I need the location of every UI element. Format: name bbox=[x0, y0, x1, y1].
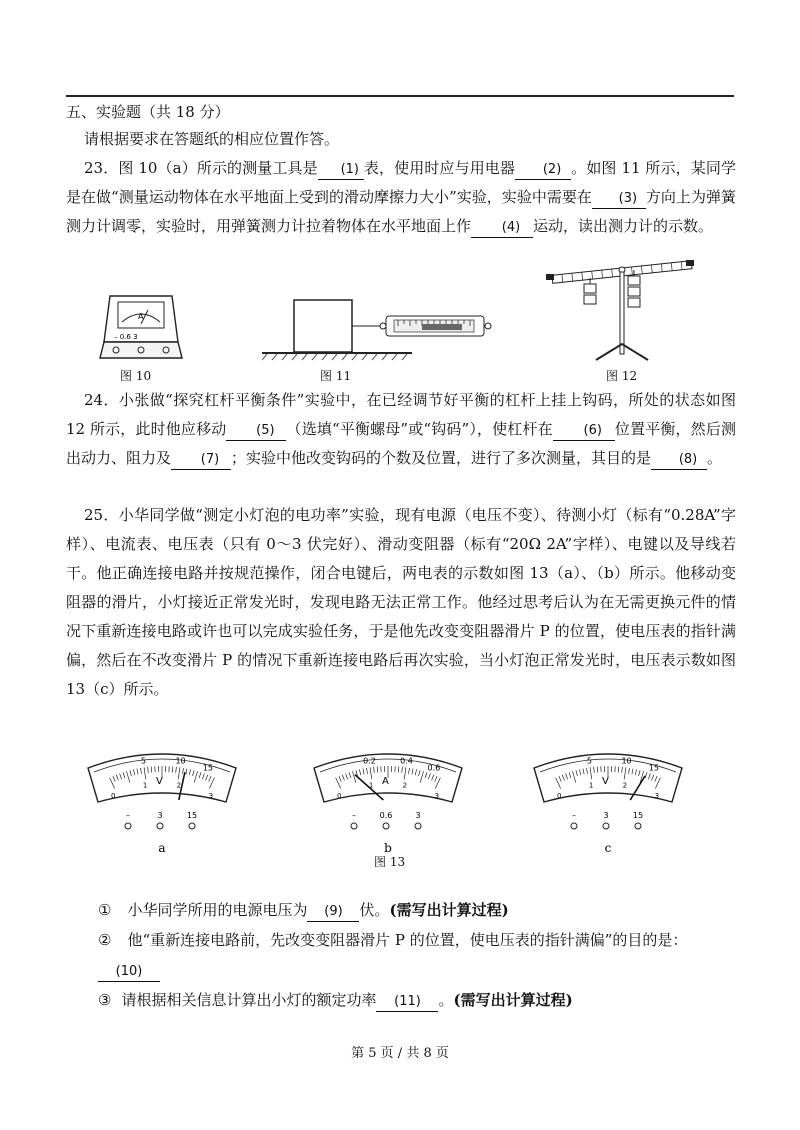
meter-letter: V bbox=[156, 776, 163, 787]
figure-12-caption: 图 12 bbox=[606, 369, 638, 383]
sub-question-2: ② 他“重新连接电路前，先改变变阻器滑片 P 的位置，使电压表的指针满偏”的目的是： bbox=[98, 931, 688, 949]
page-footer: 第 5 页 / 共 8 页 bbox=[351, 1046, 449, 1061]
blank-3[interactable]: (3) bbox=[592, 190, 646, 209]
meter-c bbox=[534, 754, 682, 855]
top-tick-label: 10 bbox=[175, 756, 186, 766]
bottom-tick-label: 0 bbox=[336, 792, 342, 801]
top-tick-label: 0.2 bbox=[363, 756, 376, 766]
bottom-tick-label: 1 bbox=[588, 781, 594, 790]
figure-12-lever bbox=[546, 248, 696, 364]
question-24: 24．小张做“探究杠杆平衡条件”实验中，在已经调节好平衡的杠杆上挂上钩码，所处的状态如图 12 所示，此时他应移动 (5) （选填“平衡螺母”或“钩码”），使杠杆在 (6) 位置平衡，然后测出动力、阻力及 (7) ；实验中他改变钩码的个数及位置，进行了多次测量，其目的是 (8) 。 bbox=[66, 386, 736, 473]
top-tick-label: 0.4 bbox=[400, 756, 413, 766]
bottom-tick-label: 0 bbox=[556, 792, 562, 801]
terminal-post bbox=[351, 823, 357, 829]
figure-13-meters bbox=[80, 740, 730, 860]
meter-b bbox=[314, 754, 462, 855]
header-rule bbox=[66, 95, 734, 97]
bottom-tick-label: 1 bbox=[368, 781, 374, 790]
question-25: 25．小华同学做“测定小灯泡的电功率”实验，现有电源（电压不变）、待测小灯（标有“0.28A”字样）、电流表、电压表（只有 0～3 伏完好）、滑动变阻器（标有“20Ω 2A”字样）、电键以及导线若干。他正确连接电路并按规范操作，闭合电键后，两电表的示数如图 13（a）、（b）所示。他移动变阻器的滑片，小灯接近正常发光时，发现电路无法正常工作。他经过思考后认为在无需更换元件的情况下重新连接电路或许也可以完成实验任务，于是他先改变变阻器滑片 P 的位置，使电压表的指针满偏，然后在不改变滑片 P 的情况下重新连接电路后再次实验，当小灯泡正常发光时，电压表示数如图 13（c）所示。 bbox=[66, 506, 736, 698]
blank-4[interactable]: (4) bbox=[471, 219, 533, 238]
terminal-post bbox=[635, 823, 641, 829]
terminal-label: 15 bbox=[632, 811, 644, 820]
blank-11[interactable]: (11) bbox=[376, 993, 438, 1012]
sub-question-3: ③ 请根据相关信息计算出小灯的额定功率 (11) 。(需写出计算过程) bbox=[66, 986, 736, 1015]
bottom-tick-label: 2 bbox=[622, 781, 628, 790]
bottom-tick-label: 2 bbox=[402, 781, 408, 790]
bottom-tick-label: 3 bbox=[654, 792, 660, 801]
sub-question-1: ① 小华同学所用的电源电压为 (9) 伏。(需写出计算过程) bbox=[66, 896, 736, 925]
terminal-post bbox=[125, 823, 131, 829]
terminal-post bbox=[415, 823, 421, 829]
meter-label: a bbox=[158, 841, 166, 855]
figure-11-spring-scale bbox=[262, 296, 492, 362]
terminal-label: 15 bbox=[186, 811, 198, 820]
figure-10-ammeter bbox=[96, 292, 186, 364]
meter-letter: A bbox=[382, 776, 389, 787]
terminal-label: 3 bbox=[603, 811, 609, 820]
blank-8[interactable]: (8) bbox=[651, 451, 707, 470]
terminal-label: – bbox=[352, 811, 356, 820]
figure-13-caption: 图 13 bbox=[374, 855, 406, 869]
top-tick-label: 10 bbox=[621, 756, 632, 766]
bottom-tick-label: 0 bbox=[110, 792, 116, 801]
terminal-label: 3 bbox=[157, 811, 163, 820]
top-tick-label: 15 bbox=[648, 763, 659, 773]
section-title: 五、实验题（共 18 分） bbox=[66, 103, 230, 121]
top-tick-label: 15 bbox=[202, 763, 213, 773]
blank-7[interactable]: (7) bbox=[171, 451, 231, 470]
meter-terminals: – 0.6 3 bbox=[114, 333, 138, 341]
blank-9[interactable]: (9) bbox=[307, 903, 359, 922]
terminal-post bbox=[603, 823, 609, 829]
top-tick-label: 0.6 bbox=[427, 763, 441, 773]
top-tick-label: 5 bbox=[586, 756, 592, 766]
terminal-post bbox=[383, 823, 389, 829]
blank-2[interactable]: (2) bbox=[515, 161, 571, 180]
sub-question-2-answer bbox=[66, 956, 736, 985]
terminal-label: 3 bbox=[415, 811, 421, 820]
bottom-tick-label: 2 bbox=[176, 781, 182, 790]
meter-label: b bbox=[384, 841, 392, 855]
blank-1[interactable]: (1) bbox=[318, 161, 364, 180]
terminal-label: 0.6 bbox=[379, 811, 393, 820]
meter-letter: A bbox=[138, 312, 144, 321]
bottom-tick-label: 1 bbox=[142, 781, 148, 790]
figure-10-caption: 图 10 bbox=[120, 369, 152, 383]
meter-letter: V bbox=[602, 776, 609, 787]
top-tick-label: 5 bbox=[140, 756, 146, 766]
blank-5[interactable]: (5) bbox=[226, 422, 286, 441]
terminal-label: – bbox=[126, 811, 130, 820]
blank-6[interactable]: (6) bbox=[553, 422, 615, 441]
blank-10[interactable]: (10) bbox=[98, 963, 160, 982]
terminal-label: – bbox=[572, 811, 576, 820]
terminal-post bbox=[157, 823, 163, 829]
meter-a bbox=[88, 754, 236, 855]
terminal-post bbox=[571, 823, 577, 829]
meter-label: c bbox=[604, 841, 612, 855]
section-instruction: 请根据要求在答题纸的相应位置作答。 bbox=[84, 130, 340, 148]
figure-11-caption: 图 11 bbox=[320, 369, 352, 383]
question-23: 23．图 10（a）所示的测量工具是 (1) 表，使用时应与用电器 (2) 。如图 11 所示，某同学是在做“测量运动物体在水平地面上受到的滑动摩擦力大小”实验，实验中需要在 (3) 方向上为弹簧测力计调零，实验时，用弹簧测力计拉着物体在水平地面上作 (4) 运动，读出测力计的示数。 bbox=[66, 154, 736, 241]
bottom-tick-label: 3 bbox=[208, 792, 214, 801]
bottom-tick-label: 3 bbox=[434, 792, 440, 801]
terminal-post bbox=[189, 823, 195, 829]
